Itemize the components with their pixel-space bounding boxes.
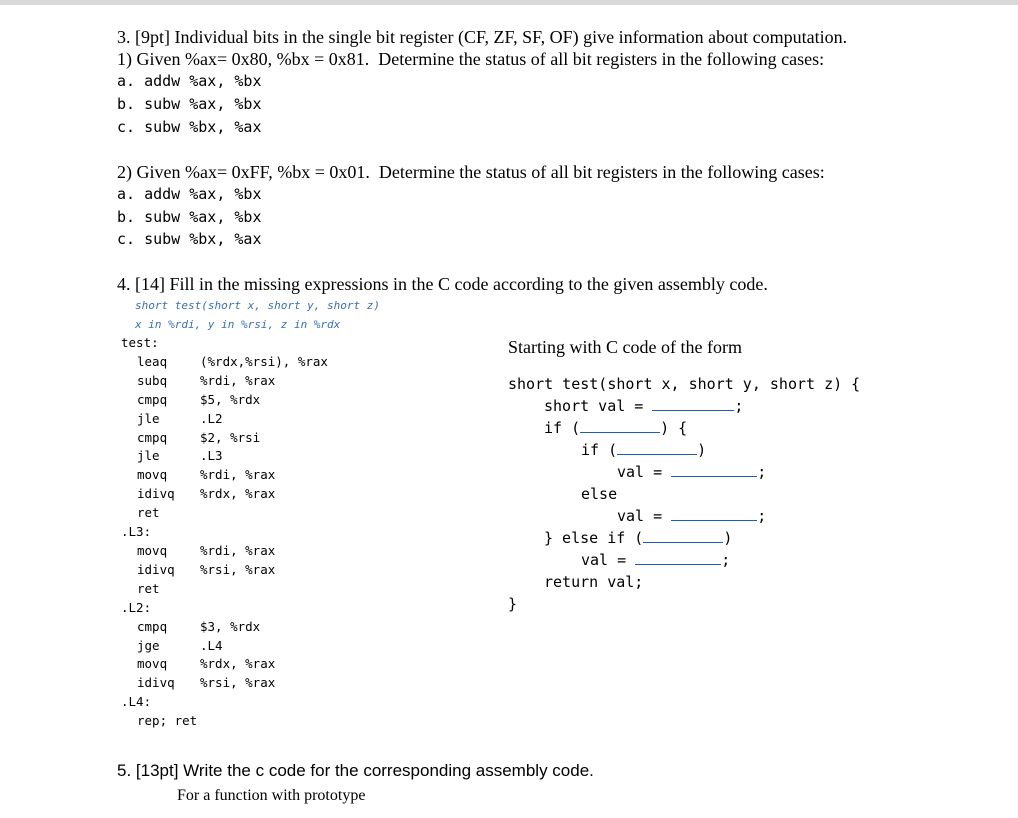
c-line-val-assign-3: val = ; bbox=[581, 551, 731, 569]
top-border bbox=[0, 0, 1018, 5]
asm-opcode: ret bbox=[137, 505, 160, 521]
blank-if-condition[interactable] bbox=[580, 418, 660, 433]
asm-instruction bbox=[121, 429, 328, 448]
asm-opcode: jle bbox=[137, 448, 160, 464]
asm-instruction bbox=[121, 391, 328, 410]
asm-opcode: leaq bbox=[137, 353, 168, 369]
asm-operands: %rdi, %rax bbox=[200, 372, 276, 388]
q3-part1-case-a: a. addw %ax, %bx bbox=[117, 72, 262, 90]
c-line-else: else bbox=[581, 485, 618, 503]
asm-instruction bbox=[121, 580, 328, 599]
asm-operands: %rdx, %rax bbox=[200, 656, 276, 672]
asm-label: .L4: bbox=[121, 694, 152, 710]
blank-val-assign-1[interactable] bbox=[671, 462, 757, 477]
asm-instruction bbox=[121, 447, 328, 466]
blank-else-if-condition[interactable] bbox=[643, 528, 723, 543]
asm-operands: .L4 bbox=[200, 637, 223, 653]
asm-opcode: movq bbox=[137, 656, 168, 672]
q3-part2-given: 2) Given %ax= 0xFF, %bx = 0x01. Determine the status of all bit registers in the following cases: bbox=[117, 162, 825, 182]
q3-part2-case-b: b. subw %ax, %bx bbox=[117, 208, 262, 226]
asm-instruction bbox=[121, 618, 328, 637]
asm-operands: $5, %rdx bbox=[200, 391, 261, 407]
asm-instruction bbox=[121, 372, 328, 391]
q3-part2-case-c: c. subw %bx, %ax bbox=[117, 230, 262, 248]
asm-opcode: cmpq bbox=[137, 391, 168, 407]
c-line-else-if: } else if ( ) bbox=[544, 529, 733, 547]
asm-operands: $3, %rdx bbox=[200, 618, 261, 634]
c-code-heading: Starting with C code of the form bbox=[508, 337, 742, 357]
c-line-if: if ( ) { bbox=[544, 419, 688, 437]
c-line-val-assign-2: val = ; bbox=[617, 507, 767, 525]
q4-prototype-note: short test(short x, short y, short z) bbox=[135, 299, 381, 312]
blank-val-assign-2[interactable] bbox=[671, 506, 757, 521]
asm-operands: %rsi, %rax bbox=[200, 675, 276, 691]
asm-instruction bbox=[121, 485, 328, 504]
asm-operands: $2, %rsi bbox=[200, 429, 261, 445]
asm-instruction bbox=[121, 674, 328, 693]
blank-val-init[interactable] bbox=[652, 396, 734, 411]
q5-subtitle: For a function with prototype bbox=[177, 787, 366, 804]
c-line-inner-if: if ( ) bbox=[581, 441, 707, 459]
q3-part1-case-c: c. subw %bx, %ax bbox=[117, 118, 262, 136]
asm-instruction bbox=[121, 466, 328, 485]
asm-label: .L3: bbox=[121, 524, 152, 540]
c-line-return: return val; bbox=[544, 573, 644, 591]
asm-opcode: subq bbox=[137, 372, 168, 388]
asm-opcode: ret bbox=[137, 580, 160, 596]
asm-instruction bbox=[121, 637, 328, 656]
q3-part1-case-b: b. subw %ax, %bx bbox=[117, 95, 262, 113]
blank-val-assign-3[interactable] bbox=[635, 550, 721, 565]
asm-operands: %rdi, %rax bbox=[200, 467, 276, 483]
asm-label: test: bbox=[121, 335, 159, 350]
asm-opcode: cmpq bbox=[137, 618, 168, 634]
asm-operands: .L2 bbox=[200, 410, 223, 426]
asm-instruction bbox=[121, 353, 328, 372]
asm-instruction bbox=[121, 712, 328, 731]
assembly-listing bbox=[121, 334, 328, 731]
c-line-val-decl: short val = ; bbox=[544, 397, 744, 415]
asm-operands: %rdi, %rax bbox=[200, 542, 276, 558]
c-closing-brace: } bbox=[508, 595, 518, 613]
asm-opcode: movq bbox=[137, 467, 168, 483]
asm-opcode: rep; ret bbox=[137, 713, 198, 729]
asm-opcode: movq bbox=[137, 542, 168, 558]
asm-opcode: jge bbox=[137, 637, 160, 653]
q3-title: 3. [9pt] Individual bits in the single bit register (CF, ZF, SF, OF) give information about computation. bbox=[117, 27, 848, 47]
asm-opcode: jle bbox=[137, 410, 160, 426]
asm-label: .L2: bbox=[121, 599, 152, 615]
asm-instruction bbox=[121, 410, 328, 429]
q5-title: 5. [13pt] Write the c code for the corresponding assembly code. bbox=[117, 761, 594, 780]
blank-inner-if-condition[interactable] bbox=[617, 440, 697, 455]
q4-register-note: x in %rdi, y in %rsi, z in %rdx bbox=[135, 318, 341, 331]
asm-instruction bbox=[121, 655, 328, 674]
asm-opcode: idivq bbox=[137, 561, 175, 577]
asm-operands: %rdx, %rax bbox=[200, 486, 276, 502]
asm-operands: .L3 bbox=[200, 448, 223, 464]
asm-operands: %rsi, %rax bbox=[200, 561, 276, 577]
q3-part1-given: 1) Given %ax= 0x80, %bx = 0x81. Determine the status of all bit registers in the following cases: bbox=[117, 49, 825, 69]
c-line-val-assign-1: val = ; bbox=[617, 463, 767, 481]
asm-opcode: idivq bbox=[137, 486, 175, 502]
asm-opcode: cmpq bbox=[137, 429, 168, 445]
c-signature: short test(short x, short y, short z) { bbox=[508, 375, 861, 393]
asm-instruction bbox=[121, 504, 328, 523]
asm-instruction bbox=[121, 542, 328, 561]
asm-operands: (%rdx,%rsi), %rax bbox=[200, 353, 328, 369]
asm-instruction bbox=[121, 561, 328, 580]
asm-opcode: idivq bbox=[137, 675, 175, 691]
q4-title: 4. [14] Fill in the missing expressions in the C code according to the given assembly code. bbox=[117, 274, 768, 294]
q3-part2-case-a: a. addw %ax, %bx bbox=[117, 185, 262, 203]
